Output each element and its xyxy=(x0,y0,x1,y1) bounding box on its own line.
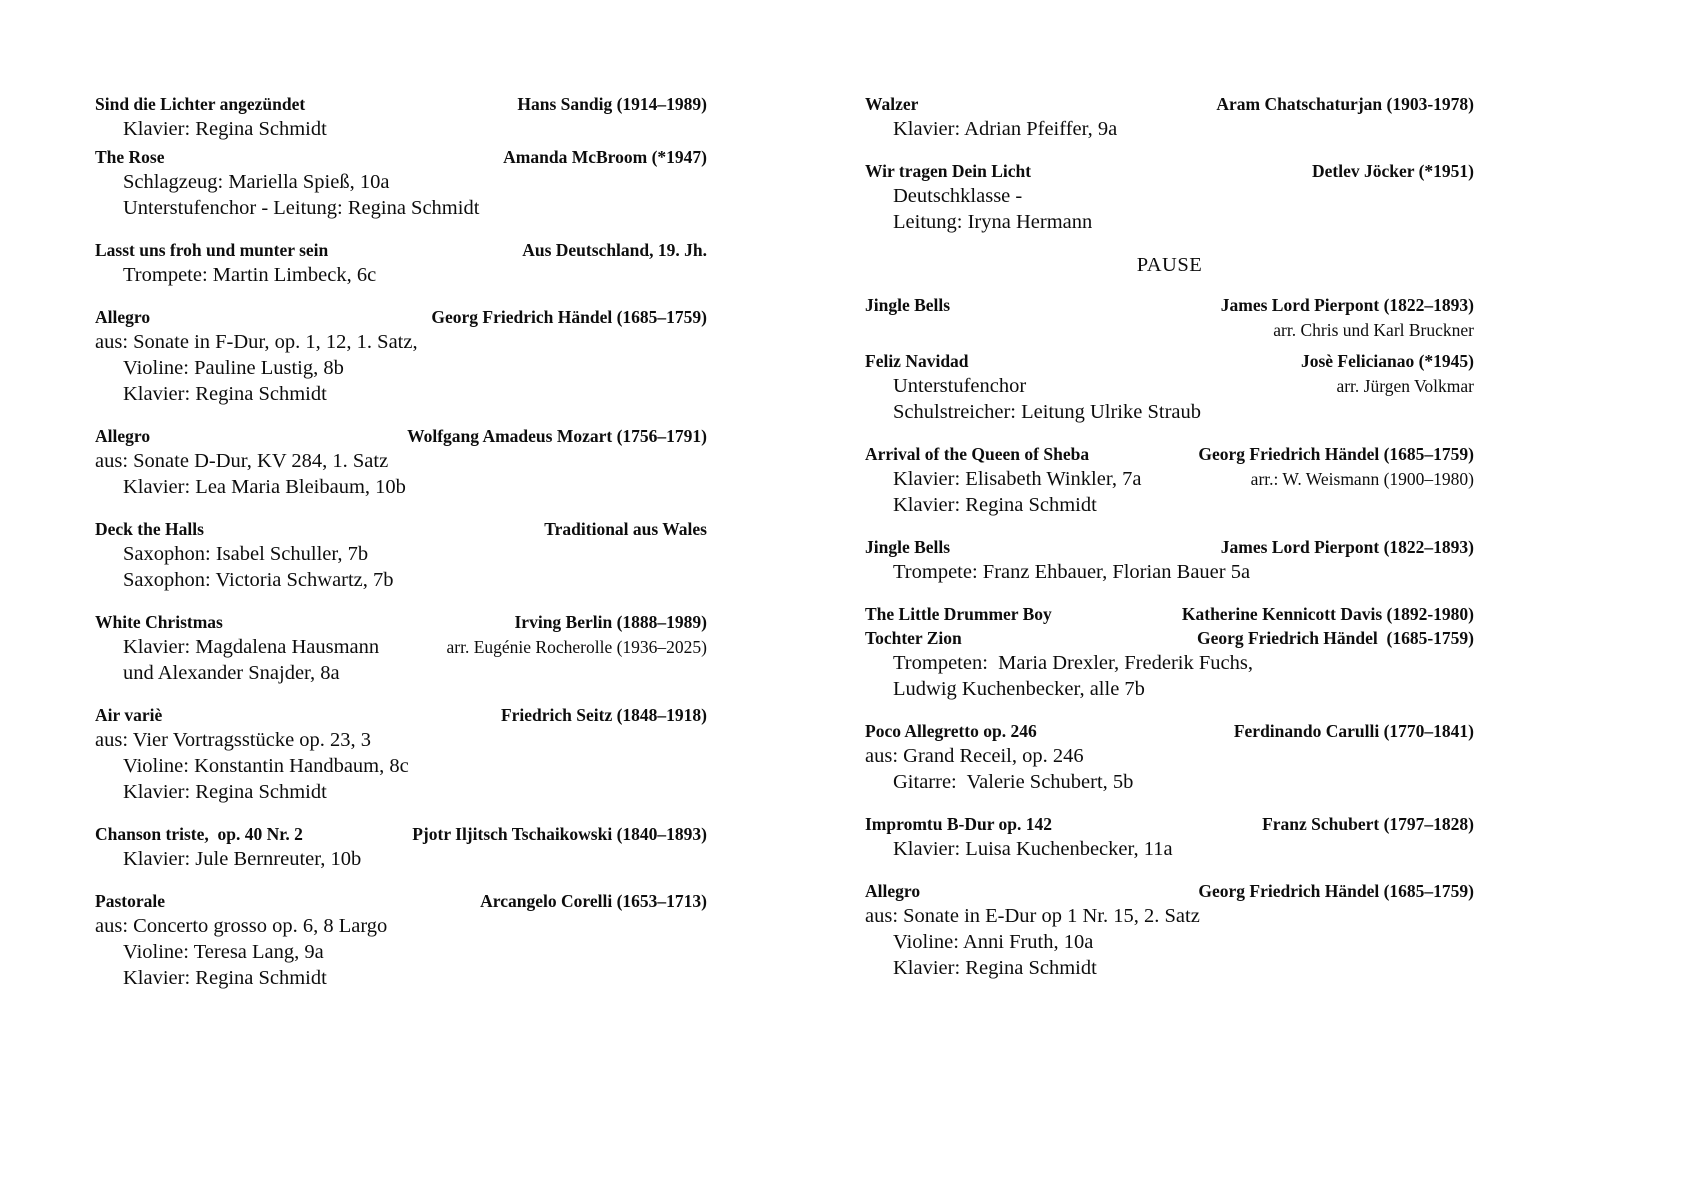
detail-row xyxy=(865,769,1474,795)
piece-title: Feliz Navidad xyxy=(865,351,969,371)
piece-title: Deck the Halls xyxy=(95,519,204,539)
performer-line: Klavier: Regina Schmidt xyxy=(123,118,327,140)
program-entry xyxy=(865,159,1474,235)
composer-name: James Lord Pierpont (1822–1893) xyxy=(1220,537,1474,557)
composer-name: Wolfgang Amadeus Mozart (1756–1791) xyxy=(407,426,707,446)
title-row xyxy=(865,719,1474,743)
composer-name: Irving Berlin (1888–1989) xyxy=(514,612,707,632)
title-row xyxy=(95,517,707,541)
piece-title: Poco Allegretto op. 246 xyxy=(865,721,1037,741)
piece-title: Air variè xyxy=(95,705,163,725)
detail-row xyxy=(95,448,707,474)
program-entry xyxy=(865,92,1474,142)
performer-line: Saxophon: Isabel Schuller, 7b xyxy=(123,543,369,565)
title-row xyxy=(95,703,707,727)
detail-row xyxy=(865,676,1474,702)
detail-row xyxy=(865,955,1474,981)
composer-name: Aus Deutschland, 19. Jh. xyxy=(522,240,707,260)
program-entry xyxy=(865,349,1474,425)
composer-name: Aram Chatschaturjan (1903-1978) xyxy=(1216,94,1474,114)
performer-line: Klavier: Regina Schmidt xyxy=(123,383,327,405)
detail-row xyxy=(865,209,1474,235)
detail-row xyxy=(95,381,707,407)
program-entry xyxy=(865,442,1474,518)
performer-line: Klavier: Regina Schmidt xyxy=(893,957,1097,979)
performer-line: Klavier: Regina Schmidt xyxy=(123,781,327,803)
performer-line: aus: Vier Vortragsstücke op. 23, 3 xyxy=(95,729,372,751)
title-row xyxy=(865,159,1474,183)
program-entry xyxy=(95,238,707,288)
piece-title: Pastorale xyxy=(95,891,165,911)
performer-line: Klavier: Luisa Kuchenbecker, 11a xyxy=(893,838,1173,860)
detail-row xyxy=(95,753,707,779)
detail-row xyxy=(865,836,1474,862)
detail-row xyxy=(95,195,707,221)
piece-title: Tochter Zion xyxy=(865,628,962,648)
performer-line: Violine: Pauline Lustig, 8b xyxy=(123,357,344,379)
performer-line: Klavier: Regina Schmidt xyxy=(893,494,1097,516)
performer-line: aus: Sonate D-Dur, KV 284, 1. Satz xyxy=(95,450,389,472)
title-row xyxy=(865,92,1474,116)
performer-line: Deutschklasse - xyxy=(893,185,1023,207)
program-column-left xyxy=(95,92,707,1008)
program-entry xyxy=(865,879,1474,981)
composer-name: Katherine Kennicott Davis (1892-1980) xyxy=(1181,604,1474,624)
detail-row xyxy=(95,474,707,500)
detail-row xyxy=(865,399,1474,425)
performer-line: Klavier: Adrian Pfeiffer, 9a xyxy=(893,118,1118,140)
detail-row xyxy=(865,116,1474,142)
composer-name: James Lord Pierpont (1822–1893) xyxy=(1220,295,1474,315)
detail-row xyxy=(95,116,707,142)
title-row xyxy=(865,812,1474,836)
detail-row xyxy=(865,743,1474,769)
piece-title: Chanson triste, op. 40 Nr. 2 xyxy=(95,824,303,844)
title-row xyxy=(95,305,707,329)
program-entry xyxy=(865,719,1474,795)
detail-row xyxy=(95,634,707,660)
piece-title: Lasst uns froh und munter sein xyxy=(95,240,329,260)
piece-title: Sind die Lichter angezündet xyxy=(95,94,306,114)
performer-line: Violine: Anni Fruth, 10a xyxy=(893,931,1094,953)
performer-line: Klavier: Magdalena Hausmann xyxy=(123,636,380,658)
title-row xyxy=(865,442,1474,466)
program-entry xyxy=(95,703,707,805)
program-entry xyxy=(95,610,707,686)
detail-row xyxy=(865,492,1474,518)
composer-name: Josè Felicianao (*1945) xyxy=(1300,351,1474,371)
composer-name: Friedrich Seitz (1848–1918) xyxy=(500,705,707,725)
program-entry xyxy=(865,293,1474,343)
arranger-line: arr. Jürgen Volkmar xyxy=(1336,376,1474,396)
performer-line: Saxophon: Victoria Schwartz, 7b xyxy=(123,569,394,591)
piece-title: Allegro xyxy=(95,426,151,446)
title-row xyxy=(865,535,1474,559)
arranger-line: arr. Eugénie Rocherolle (1936–2025) xyxy=(446,637,707,657)
detail-row xyxy=(95,262,707,288)
piece-title: Allegro xyxy=(865,881,921,901)
performer-line: Klavier: Regina Schmidt xyxy=(123,967,327,989)
performer-line: Violine: Teresa Lang, 9a xyxy=(123,941,324,963)
detail-row xyxy=(865,317,1474,343)
composer-name: Georg Friedrich Händel (1685–1759) xyxy=(1198,444,1474,464)
detail-row xyxy=(95,779,707,805)
piece-title: Jingle Bells xyxy=(865,537,951,557)
performer-line: Ludwig Kuchenbecker, alle 7b xyxy=(893,678,1145,700)
composer-name: Georg Friedrich Händel (1685–1759) xyxy=(1198,881,1474,901)
performer-line: Schulstreicher: Leitung Ulrike Straub xyxy=(893,401,1201,423)
title-row xyxy=(95,238,707,262)
detail-row xyxy=(865,903,1474,929)
composer-name: Ferdinando Carulli (1770–1841) xyxy=(1233,721,1474,741)
detail-row xyxy=(865,650,1474,676)
performer-line: Trompete: Franz Ehbauer, Florian Bauer 5a xyxy=(893,561,1251,583)
detail-row xyxy=(95,939,707,965)
composer-name: Pjotr Iljitsch Tschaikowski (1840–1893) xyxy=(412,824,707,844)
detail-row xyxy=(95,965,707,991)
title-row xyxy=(865,879,1474,903)
performer-line: Leitung: Iryna Hermann xyxy=(893,211,1093,233)
composer-name: Arcangelo Corelli (1653–1713) xyxy=(480,891,707,911)
pause-heading: PAUSE xyxy=(1136,254,1203,276)
performer-line: Klavier: Elisabeth Winkler, 7a xyxy=(893,468,1142,490)
program-entry xyxy=(865,602,1474,702)
program-entry xyxy=(95,92,707,142)
performer-line: aus: Concerto grosso op. 6, 8 Largo xyxy=(95,915,388,937)
piece-title: Allegro xyxy=(95,307,151,327)
performer-line: Gitarre: Valerie Schubert, 5b xyxy=(893,771,1134,793)
performer-line: Klavier: Lea Maria Bleibaum, 10b xyxy=(123,476,406,498)
program-entry xyxy=(95,517,707,593)
composer-name: Traditional aus Wales xyxy=(544,519,707,539)
performer-line: und Alexander Snajder, 8a xyxy=(123,662,340,684)
program-entry xyxy=(95,145,707,221)
composer-name: Franz Schubert (1797–1828) xyxy=(1262,814,1474,834)
program-entry xyxy=(95,305,707,407)
detail-row xyxy=(865,466,1474,492)
composer-name: Detlev Jöcker (*1951) xyxy=(1312,161,1474,181)
performer-line: Klavier: Jule Bernreuter, 10b xyxy=(123,848,362,870)
title-row xyxy=(95,424,707,448)
performer-line: aus: Sonate in F-Dur, op. 1, 12, 1. Satz, xyxy=(95,331,418,353)
program-column-right xyxy=(865,92,1474,998)
title-row xyxy=(95,92,707,116)
performer-line: aus: Grand Receil, op. 246 xyxy=(865,745,1084,767)
performer-line: Violine: Konstantin Handbaum, 8c xyxy=(123,755,409,777)
title-row xyxy=(865,293,1474,317)
detail-row xyxy=(865,559,1474,585)
performer-line: Trompete: Martin Limbeck, 6c xyxy=(123,264,377,286)
piece-title: Wir tragen Dein Licht xyxy=(865,161,1032,181)
title-row xyxy=(95,889,707,913)
detail-row xyxy=(95,329,707,355)
detail-row xyxy=(865,929,1474,955)
piece-title: Jingle Bells xyxy=(865,295,951,315)
composer-name: Amanda McBroom (*1947) xyxy=(503,147,707,167)
program-entry xyxy=(95,424,707,500)
composer-name: Georg Friedrich Händel (1685-1759) xyxy=(1196,628,1474,648)
composer-name: Georg Friedrich Händel (1685–1759) xyxy=(431,307,707,327)
detail-row xyxy=(95,727,707,753)
program-entry xyxy=(95,822,707,872)
detail-row xyxy=(95,567,707,593)
title-row xyxy=(865,602,1474,626)
performer-line: Trompeten: Maria Drexler, Frederik Fuchs, xyxy=(893,652,1253,674)
title-row xyxy=(865,349,1474,373)
detail-row xyxy=(95,846,707,872)
detail-row xyxy=(865,373,1474,399)
performer-line: Schlagzeug: Mariella Spieß, 10a xyxy=(123,171,390,193)
title-row xyxy=(865,626,1474,650)
piece-title: White Christmas xyxy=(95,612,223,632)
piece-title: Impromtu B-Dur op. 142 xyxy=(865,814,1053,834)
performer-line: aus: Sonate in E-Dur op 1 Nr. 15, 2. Satz xyxy=(865,905,1200,927)
detail-row xyxy=(95,660,707,686)
performer-line: Unterstufenchor xyxy=(893,375,1027,397)
detail-row xyxy=(865,183,1474,209)
arranger-line: arr.: W. Weismann (1900–1980) xyxy=(1250,469,1474,489)
program-entry xyxy=(865,535,1474,585)
detail-row xyxy=(95,541,707,567)
title-row xyxy=(95,610,707,634)
title-row xyxy=(95,145,707,169)
piece-title: The Rose xyxy=(95,147,165,167)
arranger-line: arr. Chris und Karl Bruckner xyxy=(1273,320,1474,340)
detail-row xyxy=(95,355,707,381)
title-row xyxy=(95,822,707,846)
piece-title: The Little Drummer Boy xyxy=(865,604,1052,624)
piece-title: Arrival of the Queen of Sheba xyxy=(865,444,1090,464)
performer-line: Unterstufenchor - Leitung: Regina Schmidt xyxy=(123,197,480,219)
detail-row xyxy=(95,169,707,195)
program-entry xyxy=(95,889,707,991)
detail-row xyxy=(95,913,707,939)
piece-title: Walzer xyxy=(865,94,919,114)
program-entry xyxy=(865,812,1474,862)
composer-name: Hans Sandig (1914–1989) xyxy=(517,94,707,114)
